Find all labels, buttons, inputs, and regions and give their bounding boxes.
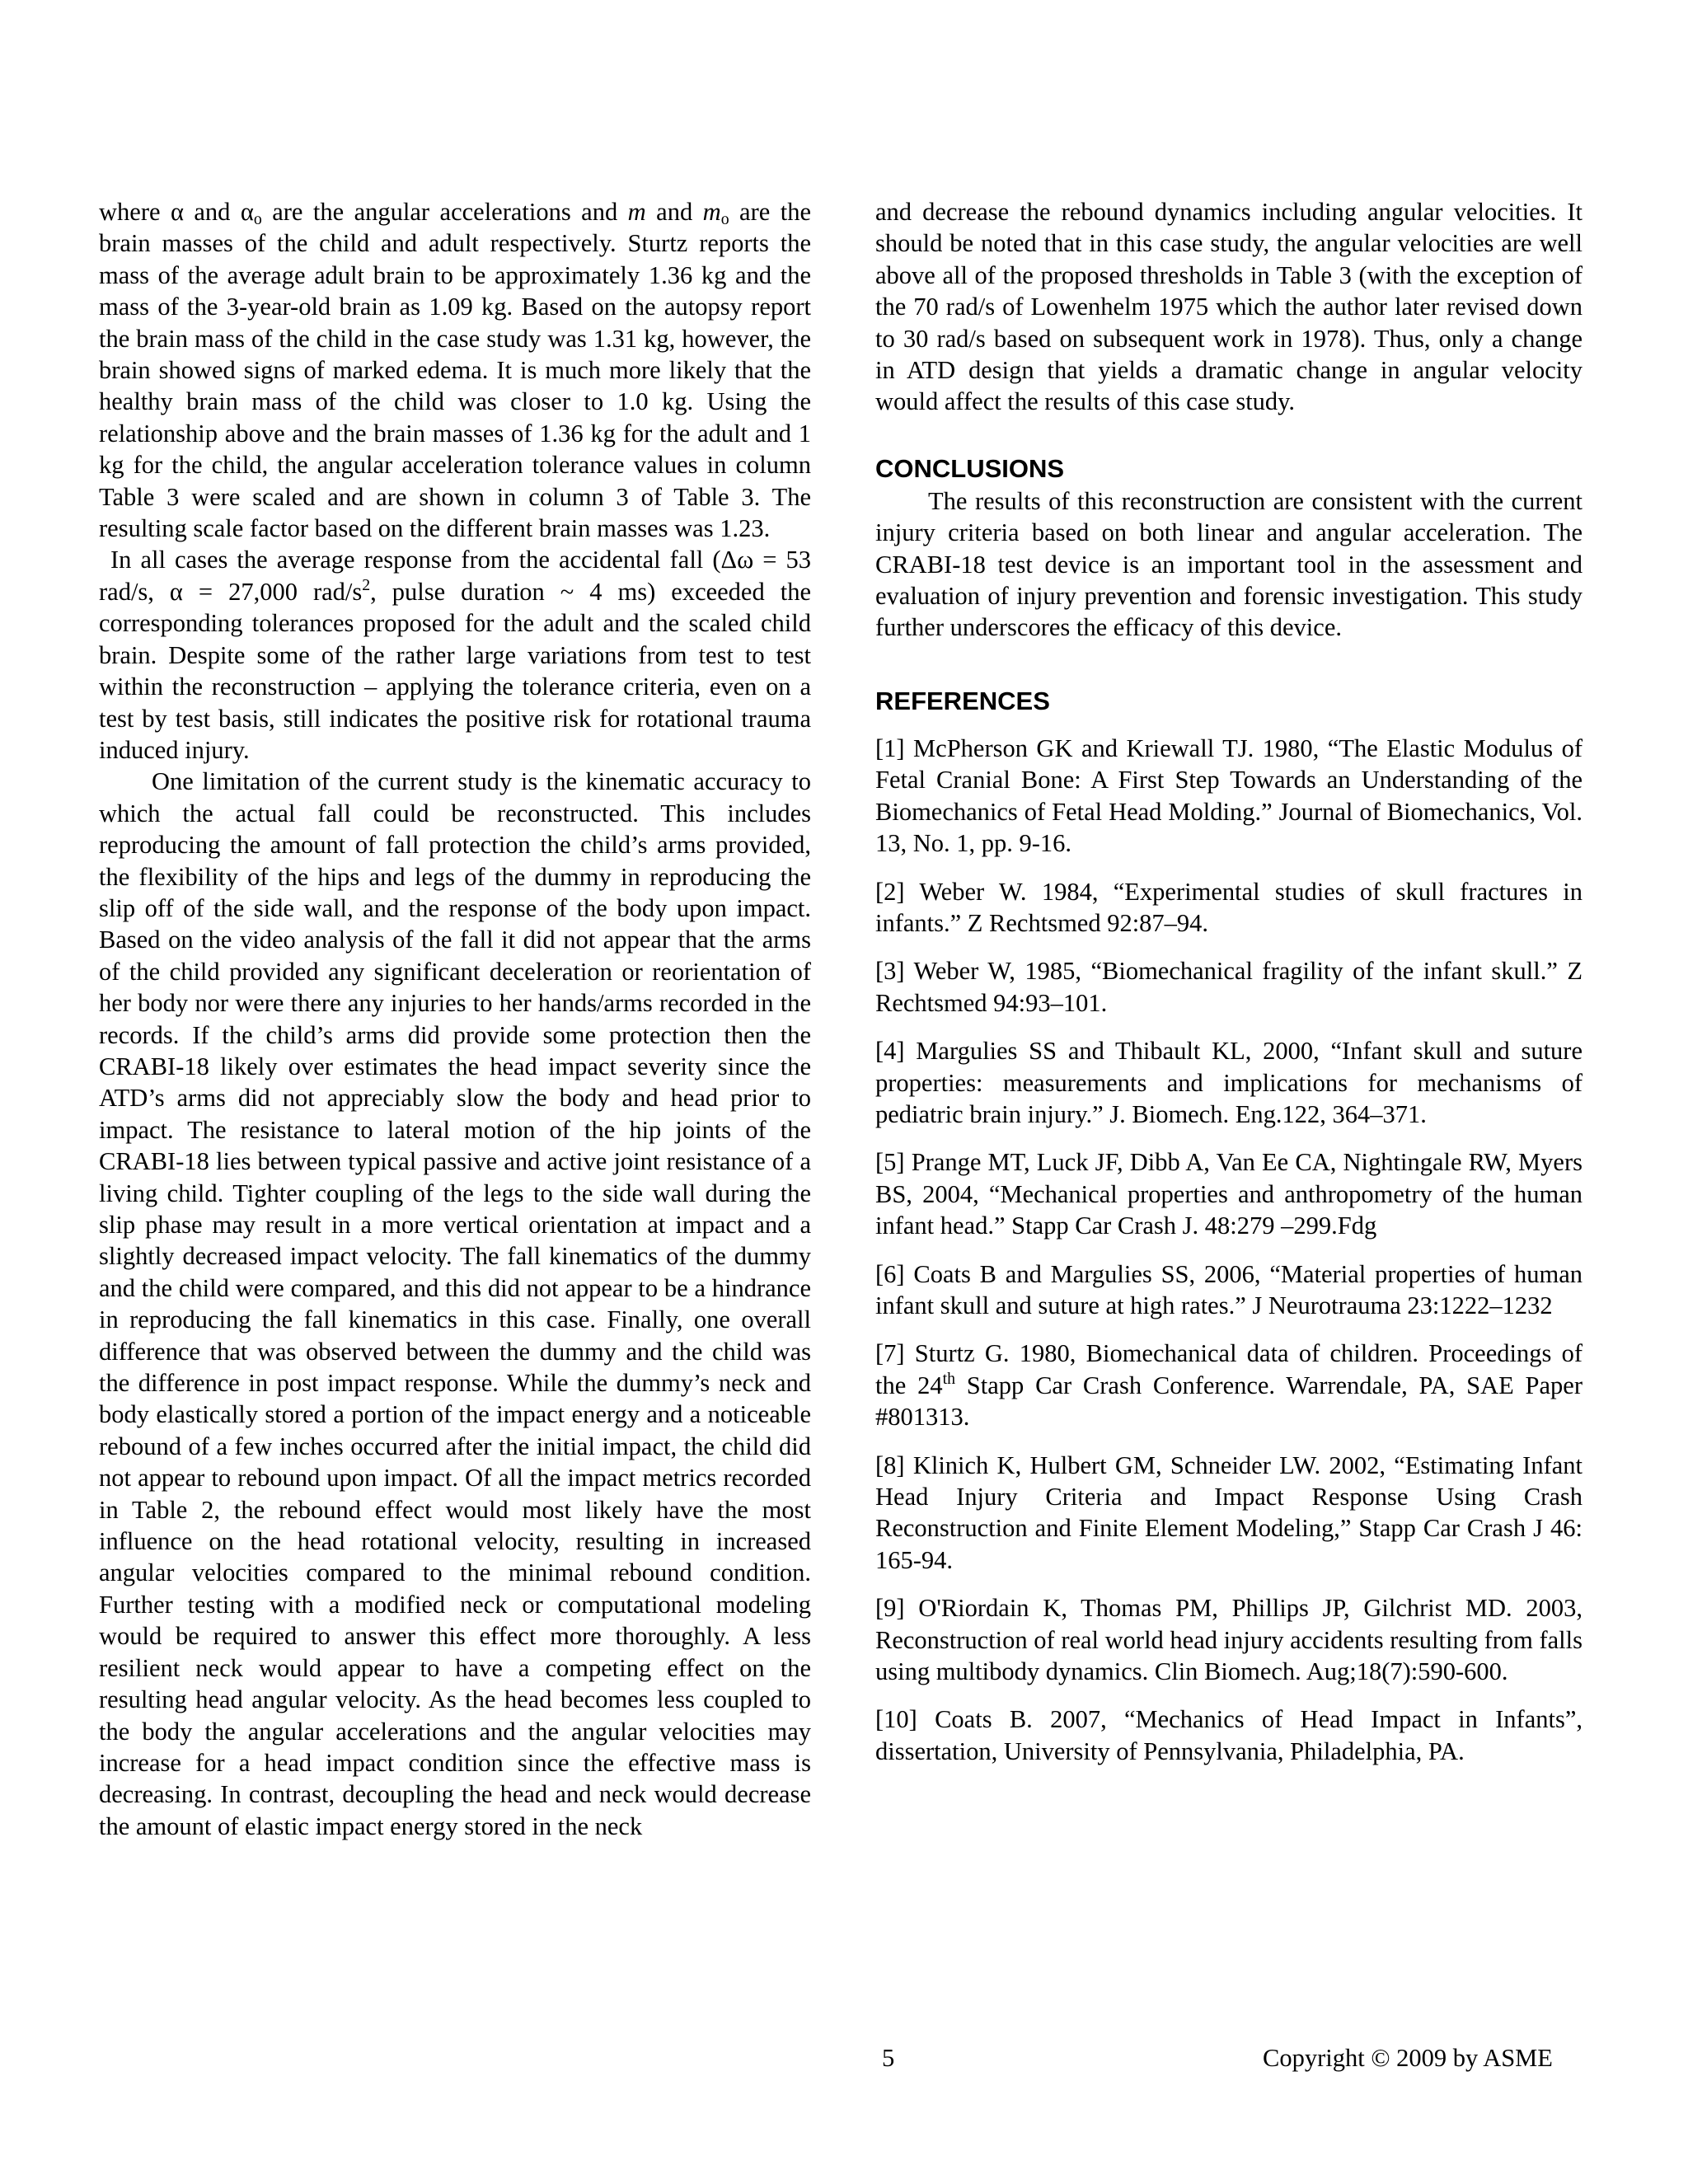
paragraph-continuation: and decrease the rebound dynamics including angular velocities. It should be noted that in this case study, the angular velocities are well above all of the proposed thresholds in Table 3 (with the exception of the 70 rad/s of Lowenhelm 1975 which the author later revised down to 30 rad/s based on subsequent work in 1978). Thus, only a change in ATD design that yields a dramatic change in angular velocity would affect the results of this case study. [875, 198, 1582, 416]
paragraph-brain-mass: where α and $\alpha_o$ are the angular accelerations and m and $m_o$ are the brain masses of the child and adult respectively. Sturtz reports the mass of the average adult brain to be approximately 1.36 kg and the mass of the 3-year-old brain as 1.09 kg. Based on the autopsy report the brain mass of the child in the case study was 1.31 kg, however, the brain showed signs of marked edema. It is much more likely that the healthy brain mass of the child was closer to 1.0 kg. Using the relationship above and the brain masses of 1.36 kg for the adult and 1 kg for the child, the angular acceleration tolerance values in column Table 3 were scaled and are shown in column 3 of Table 3. The resulting scale factor based on the different brain masses was 1.23. [99, 198, 811, 543]
references-heading: REFERENCES [875, 686, 1050, 715]
page-number: 5 [882, 2044, 895, 2072]
conclusions-text: The results of this reconstruction are consistent with the current injury criteria based on both linear and angular acceleration. The CRABI-18 test device is an important tool in the assessment and evaluation of injury prevention and forensic investigation. This study further underscores the efficacy of this device. [875, 486, 1582, 642]
right-column [875, 196, 1582, 1783]
conclusions-heading: CONCLUSIONS [875, 453, 1065, 483]
paragraph-average-response: In all cases the average response from the accidental fall (Δω = 53 rad/s, α = 27,000 rad/$s^2$, pulse duration ~ 4 ms) exceeded the corresponding tolerances proposed for the adult and the scaled child brain. Despite some of the rather large variations from test to test within the reconstruction – applying the tolerance criteria, even on a test by test basis, still indicates the positive risk for rotational trauma induced injury. [99, 546, 811, 764]
reference-item: [1] McPherson GK and Kriewall TJ. 1980, “The Elastic Modulus of Fetal Cranial Bone: A First Step Towards an Understanding of the Biomechanics of Fetal Head Molding.” Journal of Biomechanics, Vol. 13, No. 1, pp. 9-16. [875, 733, 1582, 858]
reference-item: [3] Weber W, 1985, “Biomechanical fragility of the infant skull.” Z Rechtsmed 94:93–101. [875, 957, 1582, 1017]
reference-item: [8] Klinich K, Hulbert GM, Schneider LW. 2002, “Estimating Infant Head Injury Criteria and Impact Response Using Crash Reconstruction and Finite Element Modeling,” Stapp Car Crash J 46: 165-94. [875, 1451, 1582, 1574]
reference-item: [10] Coats B. 2007, “Mechanics of Head Impact in Infants”, dissertation, University of Pennsylvania, Philadelphia, PA. [875, 1705, 1582, 1765]
reference-list [875, 733, 1582, 1767]
reference-item: [9] O'Riordain K, Thomas PM, Phillips JP, Gilchrist MD. 2003, Reconstruction of real world head injury accidents resulting from falls using multibody dynamics. Clin Biomech. Aug;18(7):590-600. [875, 1594, 1582, 1686]
left-column [99, 196, 811, 1842]
reference-item: [7] Sturtz G. 1980, Biomechanical data of children. Proceedings of the 24th Stapp Car Crash Conference. Warrendale, PA, SAE Paper #801313. [875, 1339, 1582, 1432]
reference-item: [2] Weber W. 1984, “Experimental studies of skull fractures in infants.” Z Rechtsmed 92:87–94. [875, 877, 1582, 937]
reference-item: [6] Coats B and Margulies SS, 2006, “Material properties of human infant skull and suture at high rates.” J Neurotrauma 23:1222–1232 [875, 1259, 1582, 1319]
reference-item: [5] Prange MT, Luck JF, Dibb A, Van Ee CA, Nightingale RW, Myers BS, 2004, “Mechanical properties and anthropometry of the human infant head.” Stapp Car Crash J. 48:279 –299.Fdg [875, 1148, 1582, 1240]
reference-item: [4] Margulies SS and Thibault KL, 2000, “Infant skull and suture properties: measurements and implications for mechanisms of pediatric brain injury.” J. Biomech. Eng.122, 364–371. [875, 1037, 1582, 1128]
copyright-notice: Copyright © 2009 by ASME [1263, 2044, 1553, 2072]
paragraph-limitations: One limitation of the current study is the kinematic accuracy to which the actual fall could be reconstructed. This includes reproducing the amount of fall protection the child’s arms provided, the flexibility of the hips and legs of the dummy in reproducing the slip off of the side wall, and the response of the body upon impact. Based on the video analysis of the fall it did not appear that the arms of the child provided any significant deceleration or reorientation of her body nor were there any injuries to her hands/arms recorded in the records. If the child’s arms did provide some protection then the CRABI-18 likely over estimates the head impact severity since the ATD’s arms did not appreciably slow the body and head prior to impact. The resistance to lateral motion of the hip joints of the CRABI-18 lies between typical passive and active joint resistance of a living child. Tighter coupling of the legs to the side wall during the slip phase may result in a more vertical orientation at impact and a slightly decreased impact velocity. The fall kinematics of the dummy and the child were compared, and this did not appear to be a hindrance in reproducing the fall kinematics in this case. Finally, one overall difference that was observed between the dummy and the child was the difference in post impact response. While the dummy’s neck and body elastically stored a portion of the impact energy and a noticeable rebound of a few inches occurred after the initial impact, the child did not appear to rebound upon impact. Of all the impact metrics recorded in Table 2, the rebound effect would most likely have the most influence on the head rotational velocity, resulting in increased angular velocities compared to the minimal rebound condition. Further testing with a modified neck or computational modeling would be required to answer this effect more thoroughly. A less resilient neck would appear to have a competing effect on the resulting head angular velocity. As the head becomes less coupled to the body the angular accelerations and the angular velocities may increase for a head impact condition since the effective mass is decreasing. In contrast, decoupling the head and neck would decrease the amount of elastic impact energy stored in the neck [99, 767, 811, 1840]
